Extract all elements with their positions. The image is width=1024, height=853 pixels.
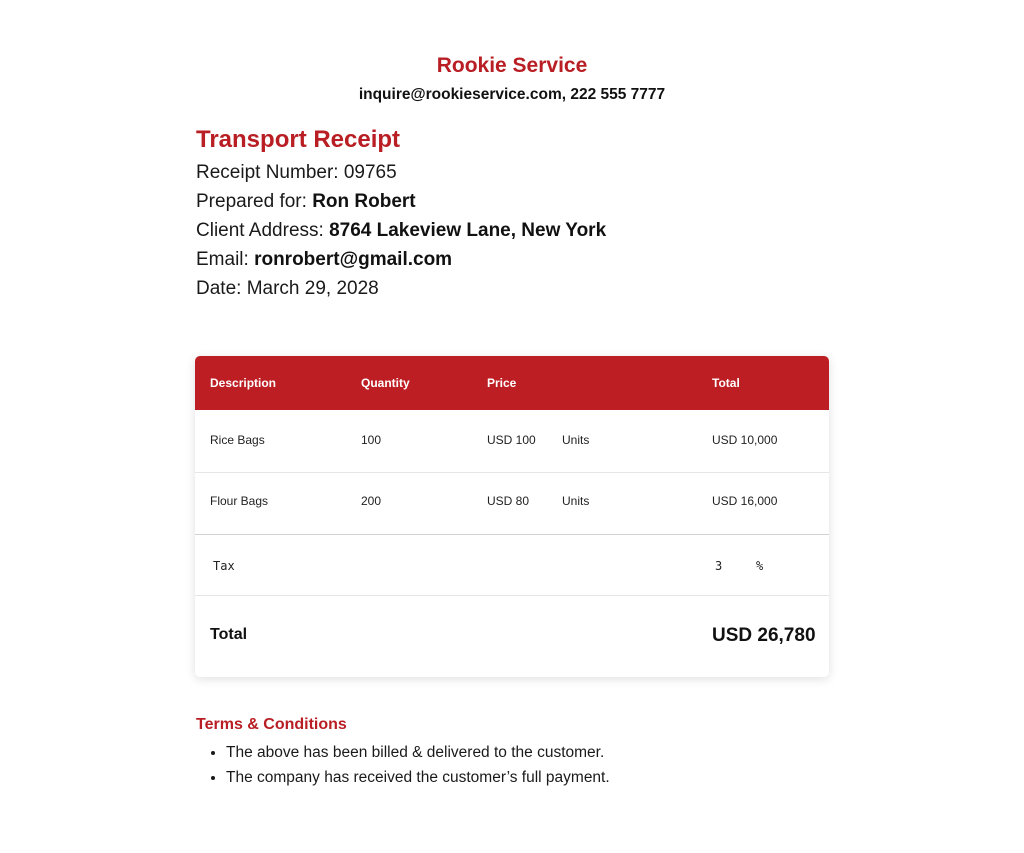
row-2-description: Flour Bags xyxy=(210,494,269,508)
row-2-quantity: 200 xyxy=(361,494,382,508)
tax-unit: % xyxy=(756,559,764,573)
row-1-unit: Units xyxy=(562,433,590,447)
date-value: March 29, 2028 xyxy=(246,278,379,299)
row-divider xyxy=(195,595,829,596)
row-1-description: Rice Bags xyxy=(210,433,265,447)
terms-item: • The company has received the customer’s full payment. xyxy=(226,765,610,790)
header-quantity: Quantity xyxy=(361,376,410,390)
prepared-for-row xyxy=(196,191,416,213)
tax-label: Tax xyxy=(213,559,235,573)
row-1-price: USD 100 xyxy=(487,433,536,447)
grand-total-label: Total xyxy=(210,626,248,643)
row-divider xyxy=(195,472,829,473)
terms-list xyxy=(196,740,610,790)
prepared-for-label: Prepared for: xyxy=(196,191,307,212)
receipt-number-label: Receipt Number: xyxy=(196,162,339,183)
email-value: ronrobert@gmail.com xyxy=(254,249,453,270)
grand-total-value: USD 26,780 xyxy=(712,625,816,646)
row-2-unit: Units xyxy=(562,494,590,508)
row-1-quantity: 100 xyxy=(361,433,382,447)
company-contact: inquire@rookieservice.com, 222 555 7777 xyxy=(358,86,666,103)
receipt-number-value: 09765 xyxy=(343,162,397,183)
row-2-total: USD 16,000 xyxy=(712,494,778,508)
document-title: Transport Receipt xyxy=(196,126,401,153)
date-row xyxy=(196,278,379,300)
row-2-price: USD 80 xyxy=(487,494,530,508)
date-label: Date: xyxy=(196,278,242,299)
client-address-value: 8764 Lakeview Lane, New York xyxy=(329,220,607,241)
terms-title: Terms & Conditions xyxy=(196,716,347,733)
email-row xyxy=(196,249,452,271)
client-address-row xyxy=(196,220,606,242)
receipt-number-row xyxy=(196,162,397,184)
header-description: Description xyxy=(210,376,277,390)
terms-item: • The above has been billed & delivered to the customer. xyxy=(226,740,610,765)
email-label: Email: xyxy=(196,249,249,270)
header-total: Total xyxy=(712,376,740,390)
items-table xyxy=(195,356,829,677)
client-address-label: Client Address: xyxy=(196,220,324,241)
prepared-for-value: Ron Robert xyxy=(312,191,416,212)
tax-value: 3 xyxy=(715,559,723,573)
header-price: Price xyxy=(487,376,517,390)
row-1-total: USD 10,000 xyxy=(712,433,778,447)
section-divider xyxy=(195,534,829,535)
table-header xyxy=(195,356,829,410)
company-name: Rookie Service xyxy=(436,54,588,77)
